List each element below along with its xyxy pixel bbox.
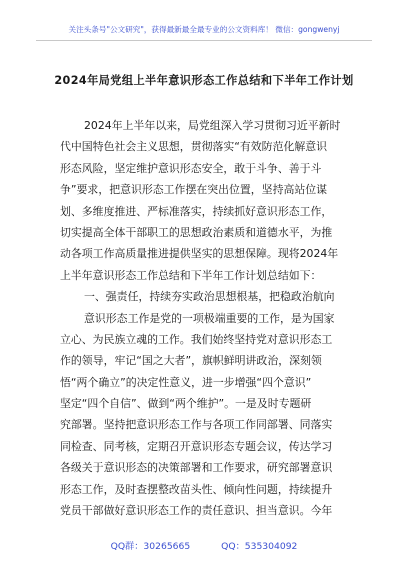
footer-qq-number: QQ：535304092 — [221, 541, 298, 552]
body-line: 各级关于意识形态的决策部署和工作要求，研究部署意识 — [60, 461, 333, 475]
header-promo-note: 关注头条号"公文研究"，获得最新最全最专业的公文资料库！ 微信：gongwenyj — [68, 25, 340, 34]
body-line: 同检查、同考核，定期召开意识形态专题会议，传达学习 — [60, 439, 333, 453]
body-line: 坚定“四个自信”、做到“两个维护”。一是及时专题研 — [60, 397, 312, 411]
body-line: 悟“两个确立”的决定性意义，进一步增强“四个意识” — [60, 375, 312, 389]
footer-qq-group: QQ群：30265665 — [110, 541, 191, 552]
body-line: 究部署。坚持把意识形态工作与各项工作同部署、同落实 — [60, 418, 333, 432]
body-line: 党员干部做好意识形态工作的责任意识、担当意识。今年 — [60, 504, 333, 518]
footer-contact — [0, 538, 408, 552]
document-title: 2024年局党组上半年意识形态工作总结和下半年工作计划 — [54, 74, 354, 87]
body-line: 切实提高全体干部职工的思想政治素质和道德水平，为推 — [60, 225, 333, 239]
section-heading: 一、强责任，持续夯实政治思想根基，把稳政治航向 — [84, 290, 335, 304]
body-line: 作的领导，牢记“国之大者”，旗帜鲜明讲政治，深刻领 — [60, 354, 322, 368]
body-line: 立心、为民族立魂的工作。我们始终坚持党对意识形态工 — [60, 332, 333, 346]
body-line: 意识形态工作是党的一项极端重要的工作，是为国家 — [84, 311, 335, 325]
body-line: 形态工作，及时查摆整改苗头性、倾向性问题，持续提升 — [60, 482, 333, 496]
body-line: 划、多维度推进、严标准落实，持续抓好意识形态工作， — [60, 204, 333, 218]
header-divider — [36, 40, 372, 41]
body-line: 代中国特色社会主义思想，贯彻落实“有效防范化解意识 — [60, 140, 328, 154]
body-line: 形态风险，坚定维护意识形态安全，敢于斗争、善于斗 — [60, 161, 322, 175]
body-line: 2024年上半年以来，局党组深入学习贯彻习近平新时 — [84, 119, 341, 132]
body-line: 动各项工作高质量推进提供坚实的思想保障。现将2024年 — [60, 247, 339, 261]
body-line: 上半年意识形态工作总结和下半年工作计划总结如下： — [60, 268, 322, 282]
body-line: 争”要求，把意识形态工作摆在突出位置，坚持高站位谋 — [60, 183, 328, 197]
document-body — [60, 115, 356, 521]
